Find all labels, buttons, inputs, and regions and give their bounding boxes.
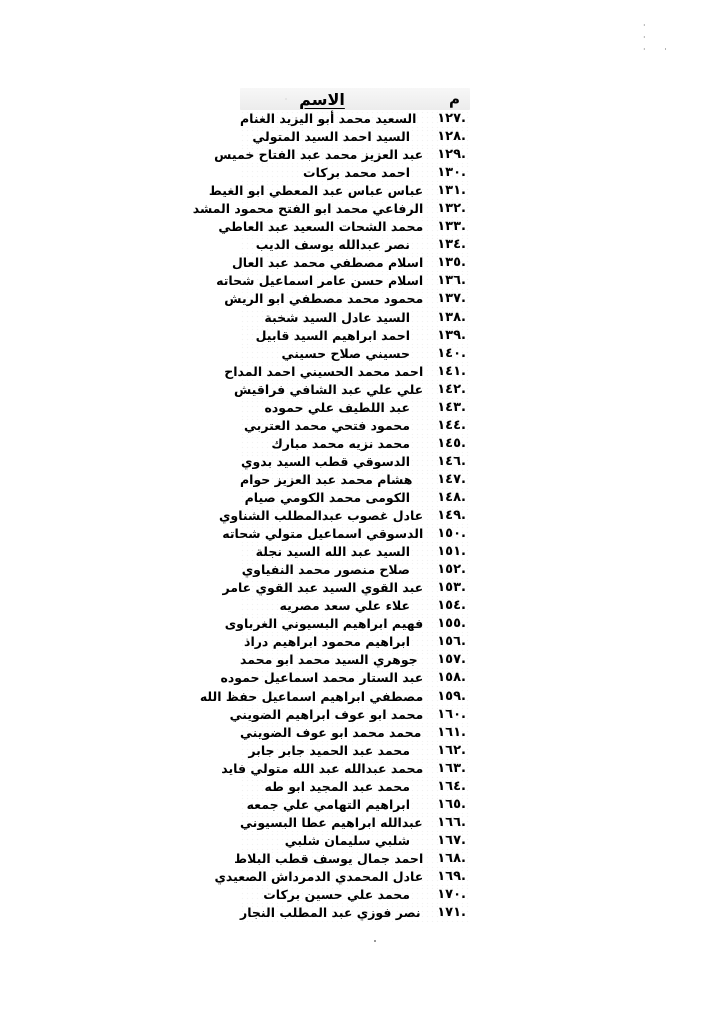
row-number: ١٣٥.	[437, 255, 466, 271]
table-row	[240, 651, 470, 669]
table-row	[240, 345, 470, 363]
row-number: ١٤٠.	[437, 345, 466, 361]
row-name: فهيم ابراهيم البسيوني الغرباوى	[224, 616, 424, 632]
header-number-label: م	[449, 90, 460, 108]
row-number: ١٢٧.	[437, 111, 466, 126]
table-row	[240, 471, 470, 489]
row-number: ١٣٢.	[437, 201, 466, 217]
row-number: ١٦٨.	[437, 850, 466, 866]
row-name: احمد محمد بركات	[303, 165, 410, 181]
table-row	[240, 796, 470, 814]
row-number: ١٥٥.	[437, 616, 466, 632]
row-name: عبد اللطيف علي حموده	[264, 399, 410, 415]
row-name: ابراهيم التهامي علي جمعه	[246, 796, 410, 812]
row-name: هشام محمد عبد العزيز حوام	[240, 471, 413, 487]
row-number: ١٤٤.	[437, 417, 466, 433]
row-number: ١٥٦.	[437, 634, 466, 650]
row-name: علاء علي سعد مصريه	[279, 598, 410, 614]
row-name: احمد جمال يوسف قطب البلاط	[234, 850, 424, 866]
row-name: محمد عبد المجيد ابو طه	[264, 778, 410, 794]
table-row	[234, 850, 470, 868]
table-row	[240, 489, 470, 507]
row-name: عادل غصوب عبدالمطلب الشناوي	[218, 508, 424, 524]
row-name: عادل المحمدي الدمرداش الصعيدي	[214, 868, 424, 884]
table-row	[218, 507, 470, 525]
row-number: ١٢٨.	[437, 129, 466, 145]
row-name: الرفاعي محمد ابو الفتح محمود المشد	[192, 201, 424, 217]
row-number: ١٦٦.	[437, 814, 466, 830]
table-row	[224, 615, 470, 633]
row-number: ١٣٠.	[437, 165, 466, 181]
row-number: ١٦٥.	[437, 796, 466, 812]
table-row	[224, 363, 470, 381]
table-row	[240, 633, 470, 651]
table-row	[231, 254, 470, 272]
row-name: السيد عادل السيد شخبة	[264, 309, 410, 325]
row-number: ١٥١.	[437, 544, 466, 560]
table-row	[240, 742, 470, 760]
header-name-label: الاسم	[299, 89, 345, 109]
row-name: عبدالله ابراهيم عطا البسيوني	[240, 814, 423, 830]
row-name: مصطفي ابراهيم اسماعيل حفظ الله	[199, 688, 424, 704]
table-row	[240, 128, 470, 146]
row-name: احمد ابراهيم السيد قابيل	[255, 327, 410, 343]
row-name: محمد الشحات السعيد عبد العاطي	[218, 219, 424, 235]
table-row	[240, 832, 470, 850]
table-row	[240, 164, 470, 182]
table-row	[240, 904, 470, 922]
names-table	[192, 88, 470, 922]
row-number: ١٣٤.	[437, 237, 466, 253]
row-number: ١٢٩.	[437, 147, 466, 163]
row-number: ١٤٥.	[437, 435, 466, 451]
row-number: ١٥٩.	[437, 688, 466, 704]
row-number: ١٥٠.	[437, 526, 466, 542]
row-number: ١٣٩.	[437, 327, 466, 343]
table-row	[240, 399, 470, 417]
table-row	[240, 453, 470, 471]
row-name: نصر فوزي عبد المطلب النجار	[240, 905, 421, 921]
row-name: السيد عبد الله السيد نجلة	[255, 544, 410, 560]
row-number: ١٣٨.	[437, 309, 466, 325]
row-name: عبد القوي السيد عبد القوي عامر	[222, 580, 424, 596]
table-row	[214, 868, 470, 886]
row-number: ١٦٧.	[437, 832, 466, 848]
row-number: ١٤٢.	[437, 381, 466, 397]
row-number: ١٦١.	[437, 724, 466, 740]
table-row	[208, 182, 470, 200]
row-number: ١٥٧.	[437, 652, 466, 668]
row-number: ١٣٦.	[437, 273, 466, 289]
table-row	[218, 218, 470, 236]
row-number: ١٥٨.	[437, 670, 466, 686]
row-number: ١٦٤.	[437, 778, 466, 794]
row-name: حسيني صلاح حسيني	[281, 345, 410, 361]
row-number: ١٦٩.	[437, 868, 466, 884]
row-number: ١٣٧.	[437, 291, 466, 307]
table-row	[222, 525, 470, 543]
row-number: ١٧٠.	[437, 887, 466, 903]
row-name: الكومى محمد الكومي صيام	[244, 489, 410, 505]
row-number: ١٤٦.	[437, 453, 466, 469]
table-row	[224, 290, 470, 308]
table-row	[240, 778, 470, 796]
row-number: ١٤٧.	[437, 471, 466, 487]
table-row	[240, 327, 470, 345]
table-row	[220, 669, 470, 687]
row-number: ١٦٢.	[437, 742, 466, 758]
row-number: ١٥٣.	[437, 580, 466, 596]
row-name: اسلام حسن عامر اسماعيل شحاته	[216, 273, 424, 289]
row-number: ١٥٢.	[437, 562, 466, 578]
row-number: ١٦٠.	[437, 706, 466, 722]
table-row	[233, 381, 470, 399]
row-number: ١٤٩.	[437, 508, 466, 524]
scan-noise: · · · ·	[643, 21, 675, 54]
row-name: عبد العزيز محمد عبد الفتاح خميس	[214, 147, 424, 163]
row-name: محمد نزيه محمد مبارك	[271, 435, 410, 451]
row-number: ١٤٨.	[437, 489, 466, 505]
row-number: ١٦٣.	[437, 760, 466, 776]
row-name: السيد احمد السيد المتولي	[252, 129, 410, 145]
table-row	[214, 146, 470, 164]
table-row	[229, 706, 470, 724]
row-name: محمود فتحي محمد العتربي	[244, 417, 410, 433]
row-name: محمد ابو عوف ابراهيم الضويني	[229, 706, 424, 722]
row-name: صلاح منصور محمد النفياوي	[241, 562, 410, 578]
row-name: عبد الستار محمد اسماعيل حموده	[220, 670, 424, 686]
table-row	[240, 236, 470, 254]
table-row	[240, 724, 470, 742]
row-name: محمد علي حسين بركات	[263, 887, 410, 903]
table-row	[240, 543, 470, 561]
row-name: اسلام مصطفي محمد عبد العال	[231, 255, 424, 271]
row-number: ١٣١.	[437, 183, 466, 199]
table-row	[240, 110, 470, 128]
row-number: ١٤٣.	[437, 399, 466, 415]
table-body	[192, 110, 470, 922]
scan-dot	[374, 940, 376, 942]
table-row	[240, 561, 470, 579]
row-number: ١٣٣.	[437, 219, 466, 235]
table-row	[240, 814, 470, 832]
row-name: علي علي عبد الشافي فراقيش	[233, 381, 424, 397]
table-row	[216, 272, 470, 290]
row-name: محمد عبد الحميد جابر جابر	[248, 742, 410, 758]
table-row	[199, 688, 470, 706]
row-name: الدسوقي اسماعيل متولي شحاته	[222, 526, 424, 542]
table-row	[240, 417, 470, 435]
row-number: ١٧١.	[437, 905, 466, 921]
row-name: السعيد محمد أبو اليزيد الغنام	[240, 111, 417, 126]
row-name: جوهري السيد محمد ابو محمد	[240, 652, 418, 668]
row-number: ١٤١.	[437, 363, 466, 379]
table-header	[240, 88, 470, 110]
table-row	[222, 579, 470, 597]
table-row	[221, 760, 470, 778]
row-name: شلبي سليمان شلبي	[284, 832, 410, 848]
row-name: محمد محمد ابو عوف الضويني	[240, 724, 422, 740]
table-row	[240, 309, 470, 327]
row-name: احمد محمد الحسيني احمد المداح	[224, 363, 424, 379]
table-row	[240, 886, 470, 904]
row-name: محمد عبدالله عبد الله متولي فايد	[221, 760, 424, 776]
row-number: ١٥٤.	[437, 598, 466, 614]
row-name: محمود محمد مصطفي ابو الريش	[224, 291, 424, 307]
table-row	[240, 597, 470, 615]
table-row	[192, 200, 470, 218]
row-name: ابراهيم محمود ابراهيم دراذ	[244, 634, 410, 650]
row-name: عباس عباس عبد المعطي ابو الغيط	[208, 183, 424, 199]
row-name: الدسوقي قطب السيد بدوي	[241, 453, 410, 469]
row-name: نصر عبدالله يوسف الديب	[255, 237, 410, 253]
table-row	[240, 435, 470, 453]
